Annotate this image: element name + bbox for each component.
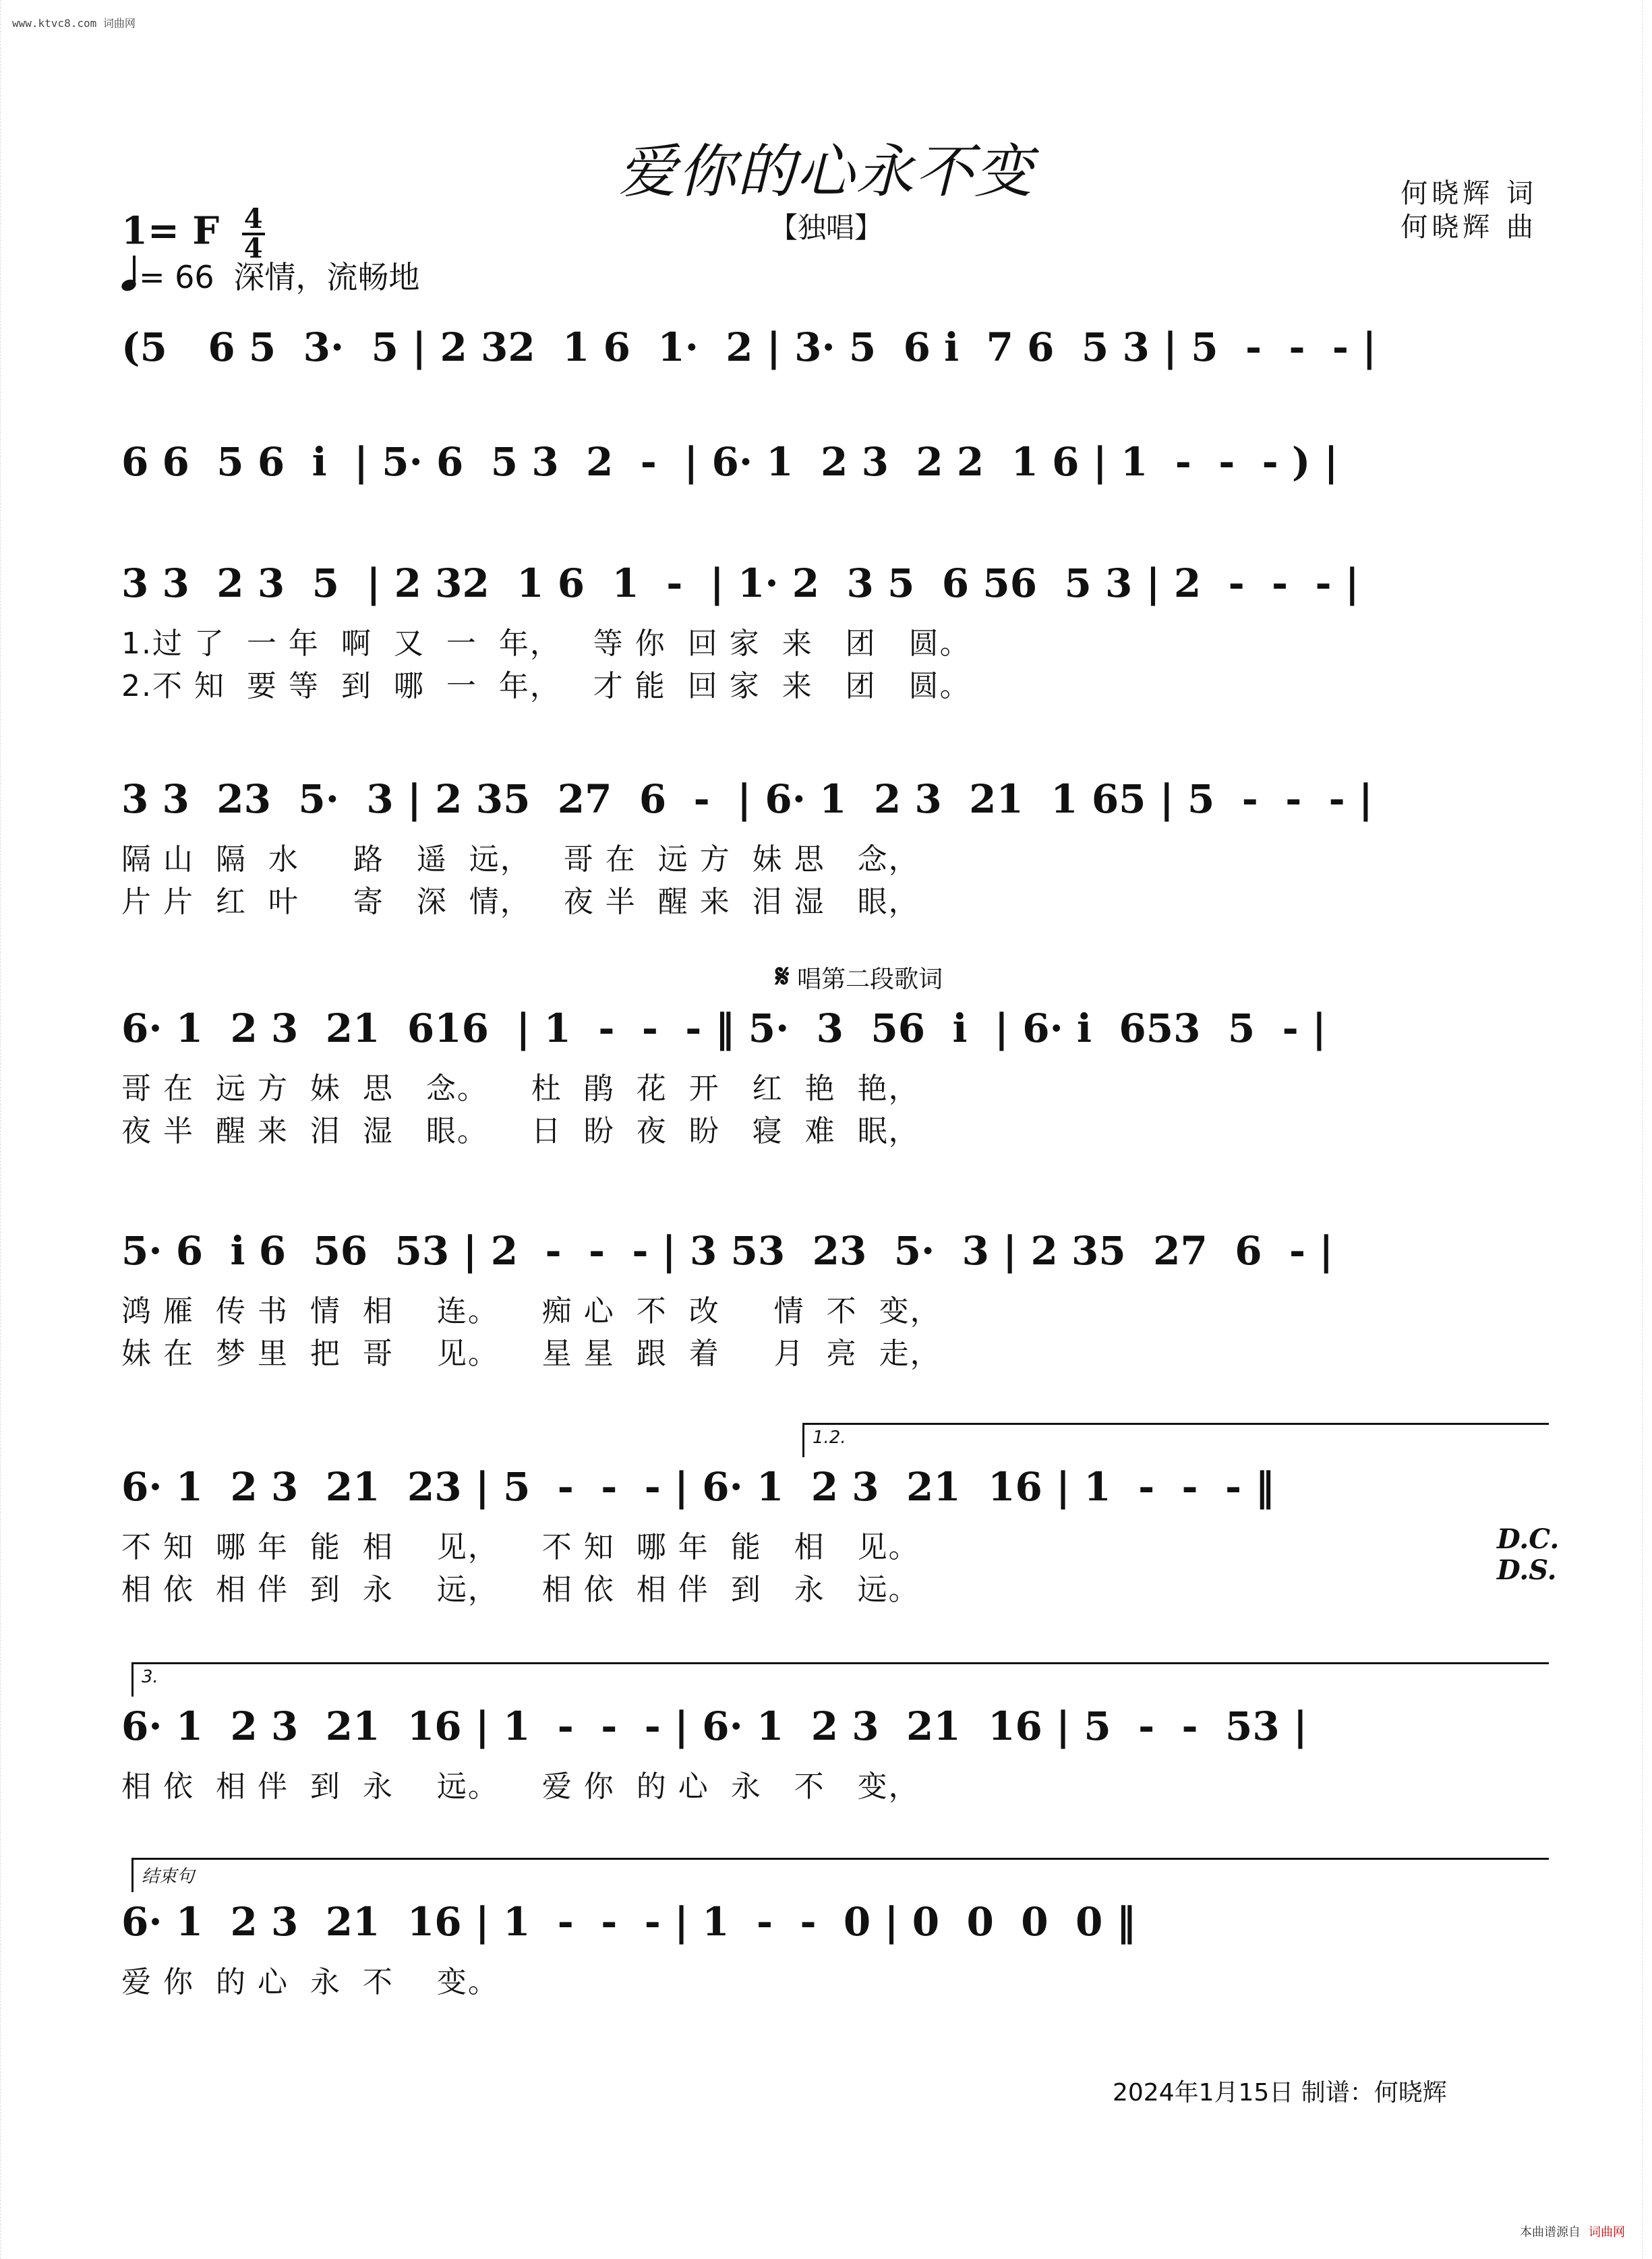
tempo-marking [121, 253, 419, 297]
repeat-instructions [1497, 1524, 1559, 1586]
segno-marker [775, 958, 943, 996]
right-margin-strip [1642, 0, 1652, 2259]
tempo-value: = 66 [139, 259, 214, 295]
volta-bracket-1-2 [802, 1423, 1549, 1457]
lyrics-verse-1: 鸿 雁 传 书 情 相 连。 痴 心 不 改 情 不 变， [121, 1294, 941, 1328]
lyrics-verse-2: 妹 在 梦 里 把 哥 见。 星 星 跟 着 月 亮 走， [121, 1337, 941, 1371]
segno-text: 唱第二段歌词 [797, 966, 943, 993]
lyrics-verse-1: 哥 在 远 方 妹 思 念。 杜 鹃 花 开 红 艳 艳， [121, 1072, 920, 1106]
lyricist-credit: 何晓辉 词 [1400, 178, 1537, 209]
lyrics-verse-2: 2.不 知 要 等 到 哪 一 年， 才 能 回 家 来 团 圆。 [121, 669, 971, 703]
notes-line: 3 3 23 5· 3 | 2 35 27 6 - | 6· 1 2 3 21 1 65 | 5 - - - | [121, 776, 1374, 822]
segno-icon: 𝄋 [775, 958, 790, 995]
site-watermark-bottom [1520, 2223, 1625, 2240]
notes-line: 3 3 2 3 5 | 2 32 1 6 1 - | 1· 2 3 5 6 56 5 3 | 2 - - - | [121, 560, 1359, 606]
site-watermark-top: www.ktvc8.com 词曲网 [12, 17, 136, 30]
time-bottom: 4 [243, 233, 263, 264]
site-brand: 词曲网 [1589, 2225, 1625, 2239]
lyrics-verse-2: 片 片 红 叶 寄 深 情， 夜 半 醒 来 泪 湿 眼， [121, 885, 920, 919]
composer-credit: 何晓辉 曲 [1400, 212, 1537, 243]
lyrics-verse-1: 不 知 哪 年 能 相 见， 不 知 哪 年 能 相 见。 [121, 1530, 920, 1564]
lyrics-verse-1: 隔 山 隔 水 路 遥 远， 哥 在 远 方 妹 思 念， [121, 842, 920, 877]
lyrics-verse-1: 相 依 相 伴 到 永 远。 爱 你 的 心 永 不 变， [121, 1769, 920, 1804]
coda-label: 结束句 [142, 1867, 195, 1887]
notes-line: 5· 6 i 6 56 53 | 2 - - - | 3 53 23 5· 3 | 2 35 27 6 - | [121, 1228, 1334, 1274]
notes-line: 6 6 5 6 i | 5· 6 5 3 2 - | 6· 1 2 3 2 2 1 6 | 1 - - - ) | [121, 439, 1338, 485]
time-top: 4 [243, 203, 263, 235]
volta-label: 1.2. [813, 1428, 846, 1448]
lyrics-verse-1: 1.过 了 一 年 啊 又 一 年， 等 你 回 家 来 团 圆。 [121, 626, 971, 661]
quarter-note-icon [121, 260, 132, 291]
volta-bracket-3 [131, 1662, 1549, 1697]
lyrics-verse-1: 爱 你 的 心 永 不 变。 [121, 1965, 499, 1999]
notes-line: 6· 1 2 3 21 23 | 5 - - - | 6· 1 2 3 21 16 | 1 - - - ‖ [121, 1464, 1275, 1510]
engraving-credit: 2024年1月15日 制谱：何晓辉 [1113, 2079, 1447, 2107]
notes-line: 6· 1 2 3 21 16 | 1 - - - | 1 - - 0 | 0 0 0 0 ‖ [121, 1899, 1136, 1945]
left-margin-strip [0, 0, 10, 2259]
notes-line: 6· 1 2 3 21 16 | 1 - - - | 6· 1 2 3 21 16 | 5 - - 53 | [121, 1703, 1308, 1749]
dc-mark: D.C. [1497, 1523, 1560, 1555]
expression-text: 深情，流畅地 [233, 259, 420, 295]
key-text: 1= F [121, 208, 220, 254]
lyrics-verse-2: 相 依 相 伴 到 永 远， 相 依 相 伴 到 永 远。 [121, 1573, 920, 1607]
source-text: 本曲谱源自 [1520, 2225, 1581, 2239]
performance-form: 【独唱】 [769, 211, 883, 244]
lyrics-verse-2: 夜 半 醒 来 泪 湿 眼。 日 盼 夜 盼 寝 难 眠， [121, 1114, 920, 1148]
coda-bracket [131, 1858, 1549, 1892]
song-title: 爱你的心永不变 [618, 138, 1034, 206]
volta-label: 3. [142, 1667, 158, 1687]
notes-line: (5 6 5 3· 5 | 2 32 1 6 1· 2 | 3· 5 6 i 7 6 5 3 | 5 - - - | [121, 324, 1377, 370]
notes-line: 6· 1 2 3 21 616 | 1 - - - ‖ 5· 3 56 i | 6· i 653 5 - | [121, 1005, 1326, 1051]
ds-mark: D.S. [1497, 1554, 1557, 1586]
